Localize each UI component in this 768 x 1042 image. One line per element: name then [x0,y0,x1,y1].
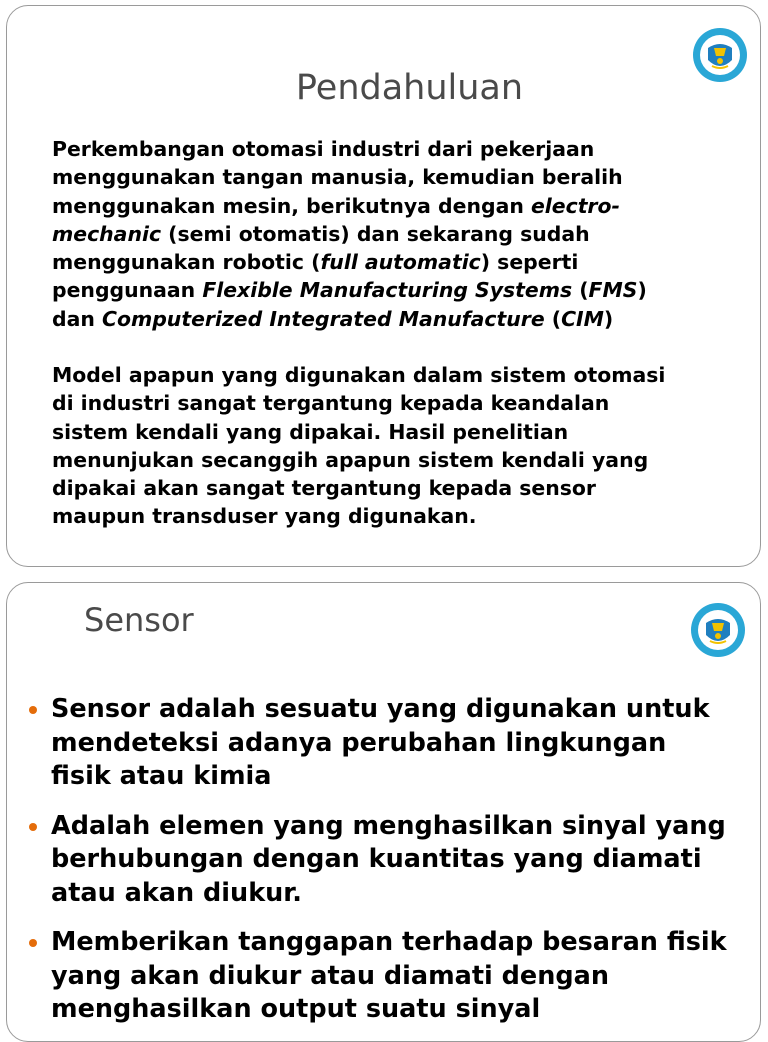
bullet-line: atau akan diukur. [51,877,302,908]
paragraph-line: maupun transduser yang digunakan. [52,504,477,529]
bullet-line: fisik atau kimia [51,761,272,791]
slide-title: Sensor [84,601,194,639]
paragraph-line: mechanic (semi otomatis) dan sekarang sudah [52,221,590,246]
paragraph-line: menggunakan robotic (full automatic) seperti [52,250,579,275]
bullet-line: berhubungan dengan kuantitas yang diamati [51,844,702,874]
bullet-dot-icon [29,706,37,714]
slide-sensor [6,582,761,1042]
model-paragraph [52,361,752,531]
bullet-line: Adalah elemen yang menghasilkan sinyal yang [51,810,726,841]
paragraph-line: penggunaan Flexible Manufacturing Systems (FMS) [52,278,647,303]
bullet-dot-icon [29,939,37,947]
bullet-line: Sensor adalah sesuatu yang digunakan untuk [51,694,710,724]
slide-pendahuluan [6,5,761,567]
bullet-line: Memberikan tanggapan terhadap besaran fisik [51,927,727,957]
paragraph-line: sistem kendali yang dipakai. Hasil penelitian [52,419,569,444]
paragraph-line: dipakai akan sangat tergantung kepada sensor [52,476,596,501]
paragraph-line: dan Computerized Integrated Manufacture (CIM) [52,306,614,331]
paragraph-line: menggunakan tangan manusia, kemudian beralih [52,165,623,190]
slide-title: Pendahuluan [295,68,524,108]
paragraph-line: Perkembangan otomasi industri dari pekerjaan [52,137,595,161]
bullet-item [7,926,761,1027]
bullet-line: mendeteksi adanya perubahan lingkungan [51,727,667,758]
paragraph-line: di industri sangat tergantung kepada keandalan [52,391,610,416]
paragraph-line: menggunakan mesin, berikutnya dengan electro- [52,193,620,218]
tut-wuri-handayani-emblem-icon [689,601,747,659]
bullet-dot-icon [29,823,37,831]
bullet-line: menghasilkan output suatu sinyal [51,994,541,1024]
bullet-line: yang akan diukur atau diamati dengan [51,960,609,991]
paragraph-line: Model apapun yang digunakan dalam sistem otomasi [52,363,666,387]
intro-paragraph [52,135,752,333]
bullet-item [7,810,761,911]
bullet-list [7,693,761,1027]
paragraph-line: menunjukan secanggih apapun sistem kendali yang [52,447,649,472]
bullet-item [7,693,761,794]
